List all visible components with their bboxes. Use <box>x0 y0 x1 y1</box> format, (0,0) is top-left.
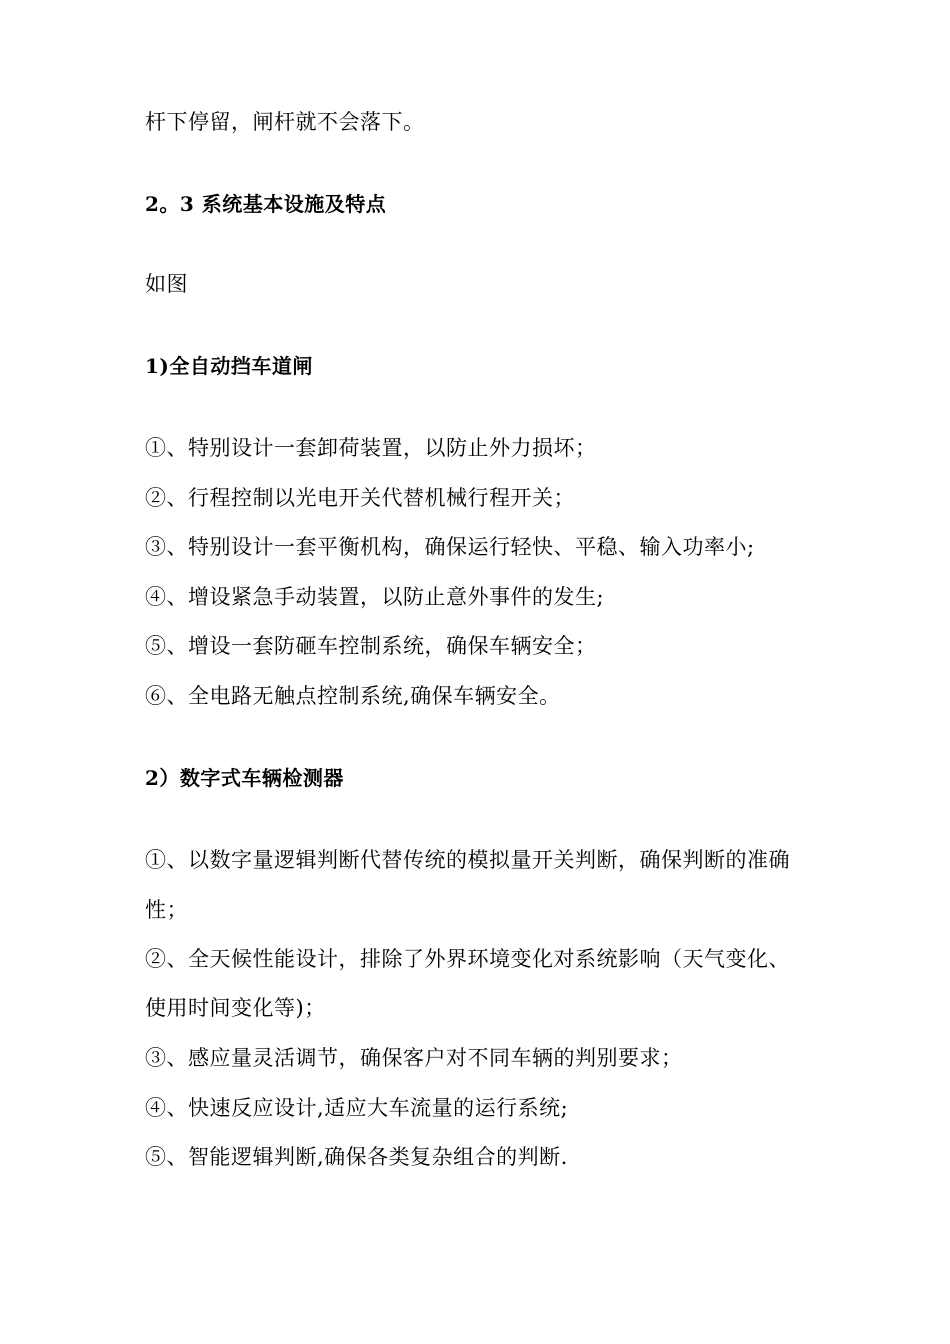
detector-item: ①、以数字量逻辑判断代替传统的模拟量开关判断，确保判断的准确 <box>145 848 790 872</box>
detector-heading: 2）数字式车辆检测器 <box>145 766 344 790</box>
detector-item: ④、快速反应设计,适应大车流量的运行系统; <box>145 1096 569 1120</box>
intro-line: 杆下停留，闸杆就不会落下。 <box>145 110 425 134</box>
barrier-heading: 1)全自动挡车道闸 <box>145 354 313 378</box>
detector-item: ⑤、智能逻辑判断,确保各类复杂组合的判断. <box>145 1145 568 1169</box>
figure-reference: 如图 <box>145 272 188 296</box>
detector-item-continuation: 性； <box>145 898 188 922</box>
barrier-item: ④、增设紧急手动装置，以防止意外事件的发生; <box>145 585 605 609</box>
barrier-item: ①、特别设计一套卸荷装置，以防止外力损坏； <box>145 436 597 460</box>
barrier-item: ⑥、全电路无触点控制系统,确保车辆安全。 <box>145 684 561 708</box>
barrier-item: ②、行程控制以光电开关代替机械行程开关； <box>145 486 575 510</box>
detector-item: ②、全天候性能设计，排除了外界环境变化对系统影响（天气变化、 <box>145 947 790 971</box>
barrier-item: ⑤、增设一套防砸车控制系统，确保车辆安全； <box>145 634 597 658</box>
detector-item: ③、感应量灵活调节，确保客户对不同车辆的判别要求； <box>145 1046 683 1070</box>
detector-item-continuation: 使用时间变化等)； <box>145 996 326 1020</box>
section-heading: 2。3 系统基本设施及特点 <box>145 192 387 216</box>
barrier-item: ③、特别设计一套平衡机构，确保运行轻快、平稳、输入功率小; <box>145 535 755 559</box>
